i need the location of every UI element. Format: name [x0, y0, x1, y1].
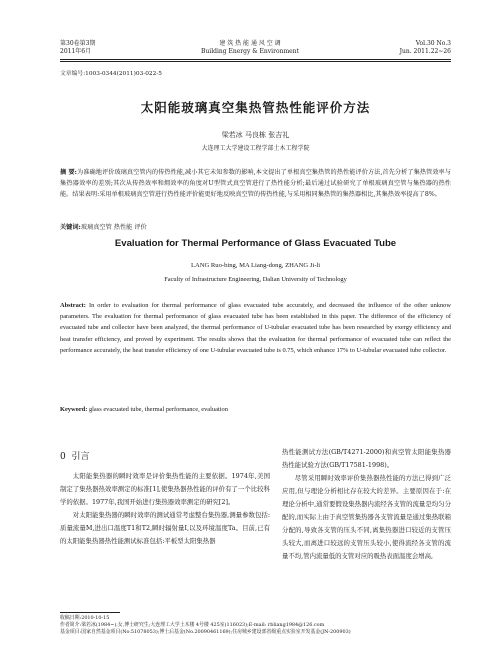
- paper-title-en: Evaluation for Thermal Performance of Glass Evacuated Tube: [114, 238, 397, 249]
- abstract-cn-text: 为准确地评价玻璃真空管内的传热性能,减小其它未知参数的影响,本文提出了单根真空集热管的热性能评价方法,首先分析了集热管效率与集热器效率的差别;其次从传热效率和㶲效率的角度对U型管式真空管进行了热性能分析;最后通过试验研究了单根玻璃真空管与集热器的热性能。结果表明:采用单根玻璃真空管进行热性能评价能更好地反映真空管的传热性能,与采用相同集热管的集热器相比,其集热效率提高了8%。: [60, 169, 451, 198]
- volume-issue: 第30卷第3期: [60, 40, 96, 47]
- paragraph: 热性能测试方法(GB/T4271-2000)和真空管太阳能集热器热性能试验方法(GB/T17581-1998)。: [282, 448, 451, 469]
- header-rule: [60, 59, 451, 60]
- keywords-en-label: Keyword:: [60, 406, 88, 413]
- paper-title-cn: 太阳能玻璃真空集热管热性能评价方法: [140, 100, 371, 115]
- abstract-cn-label: 摘 要:: [60, 169, 77, 176]
- abstract-en: [60, 300, 451, 356]
- article-number: 文章编号:1003-0344(2011)03-022-5: [60, 71, 162, 77]
- section-title: 引言: [71, 452, 90, 462]
- body-column-right: [282, 446, 451, 563]
- keywords-en: [60, 406, 451, 413]
- journal-name-cn: 建 筑 热 能 通 风 空 调: [219, 40, 281, 47]
- footnote-rule: [60, 612, 120, 613]
- footnote-received: 收稿日期:2010-10-15: [60, 615, 110, 621]
- section-number: 0: [60, 452, 66, 462]
- keywords-cn-label: 关键词:: [60, 224, 81, 231]
- paragraph: 尽管采用瞬时效率评价集热器热性能的方法已得到广泛应用,但与理论分析相比存在较大的差异。主要原因在于:在理论分析中,通常要假设集热器内流经各支管的流量是均匀分配的,而实际上由于真空管集热器各支管流量是通过集热联箱分配的,导致各支管的压头不同,离集热器进口较近的支管压头较大,而离进口较远的支管压头较小,使得流经各支管的流量不均,管内流量低的支管对应的吸热表面温度会增高,: [282, 474, 451, 560]
- keywords-en-text: glass evacuated tube, thermal performance, evaluation: [88, 406, 228, 413]
- journal-name-en: Building Energy & Environment: [201, 48, 299, 55]
- body-column-left: [60, 470, 270, 548]
- footnote-fund: 基金项目:国家自然基金项目(No.51078053);博士后基金(No.20090461169);住房城乡建设部省级重点实验室开发基金(JN-200903): [60, 629, 351, 635]
- authors-en: LANG Ruo-bing, MA Liang-dong, ZHANG Ji-li: [190, 262, 321, 269]
- footnote-author: 作者简介:梁若冰(1984~),女,博士研究生;大连理工大学土木楼 4号楼 425室(116023);E-mail: rbliang1984@126.com: [60, 622, 325, 628]
- affiliation-cn: 大连理工大学建设工程学部土木工程学院: [201, 145, 310, 152]
- header-center: [160, 40, 340, 56]
- paragraph: 对太阳能集热器的瞬时效率的测试通常考虑整台集热器,测量参数包括:质量流量M,进出口温度T1和T2,瞬时辐射量I,以及环境温度Ta。目前,已有的太阳能集热器热性能测试标准包括:平板型太阳集热器: [60, 511, 270, 545]
- abstract-en-text: In order to evaluation for thermal performance of glass evacuated tube accurately, and decreased the influence of the other unknow parameters. The evaluation for thermal performance of glass evacuated tube has been established in this paper. The difference of the efficiency of evacuated tube and collector have been analyzed, the thermal performance of U-tubular evacuated tube has been researched by exergy efficiency and heat transfer efficiency, and proved by experiment. The results shows that the evaluation for thermal performance of evacuated tube can reflect the performance accurately, the heat transfer efficiency of one U-tubular evacuated tube is 0.75, which enhance 17% to U-tubular evacuated tube collector.: [60, 302, 451, 354]
- header-rule-thin: [60, 61, 451, 62]
- keywords-cn-text: 玻璃真空管 热性能 评价: [80, 224, 147, 231]
- authors-cn: 梁若冰 马良栋 张吉礼: [221, 131, 290, 139]
- header-right: [400, 40, 451, 56]
- keywords-cn: [60, 222, 451, 231]
- header-left: [60, 40, 95, 56]
- abstract-cn: [60, 167, 451, 200]
- section-heading: [60, 449, 89, 462]
- issue-date: 2011年6月: [60, 48, 92, 55]
- abstract-en-label: Abstract:: [60, 302, 86, 309]
- pages-en: Jun. 2011.22~26: [399, 48, 451, 55]
- volume-number-en: Vol.30 No.3: [415, 40, 451, 47]
- affiliation-en: Faculty of Infrastructure Engineering, Dalian University of Technology: [164, 276, 347, 283]
- paragraph: 太阳能集热器的瞬时效率是评价集热性能的主要依据。1974年,美国制定了集热器热效率测定的标准[1],使集热器热性能的评价有了一个比较科学的依据。1977年,我国开始进行集热器效率测定的研究[2]。: [60, 472, 270, 506]
